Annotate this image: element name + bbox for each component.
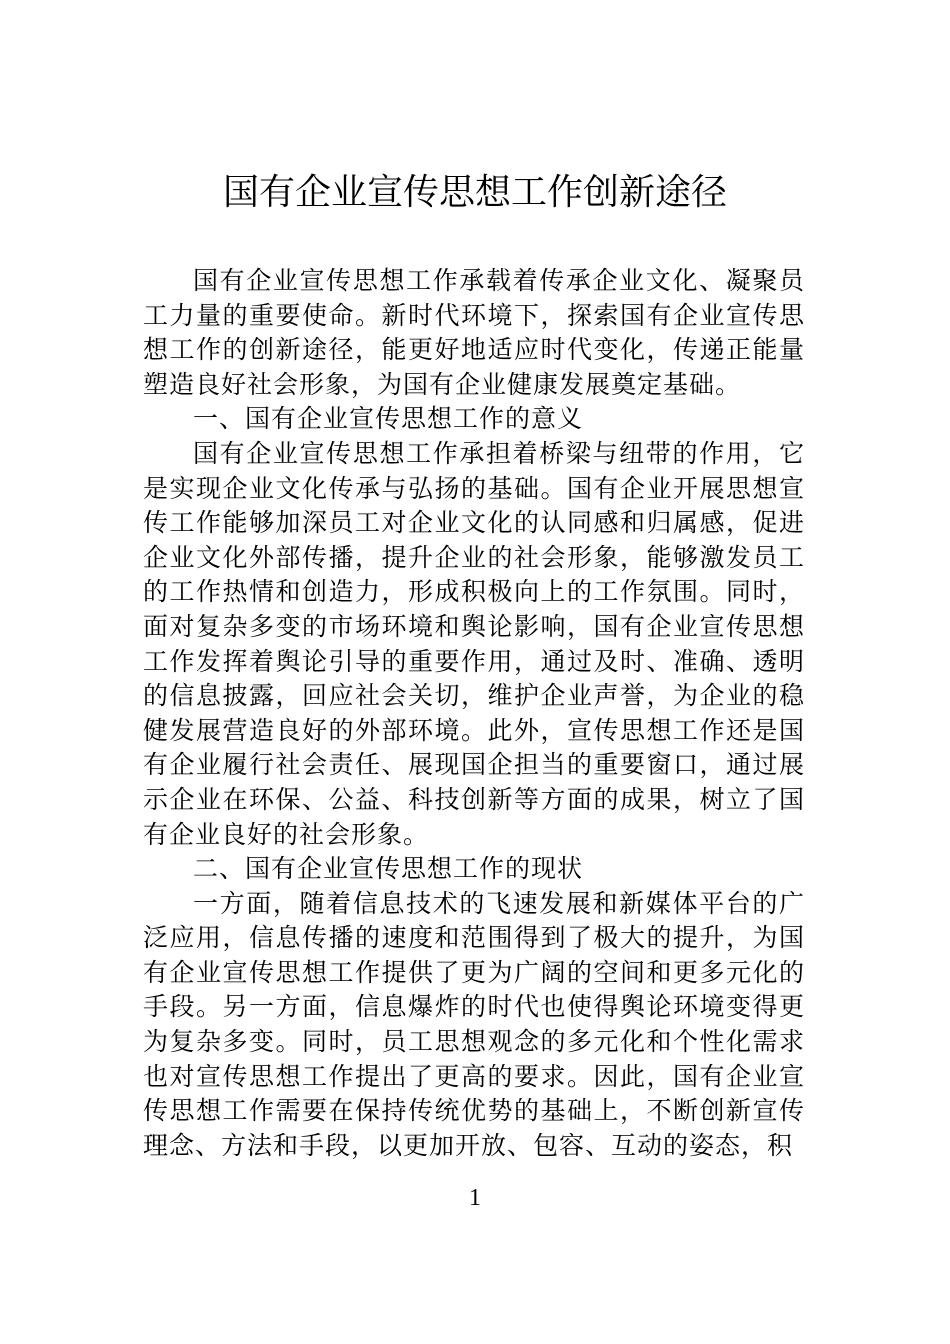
section-heading: 二、国有企业宣传思想工作的现状 (193, 855, 584, 884)
page-footer (0, 1183, 950, 1213)
paragraph: 国有企业宣传思想工作承担着桥梁与纽带的作用，它是实现企业文化传承与弘扬的基础。国有企业开展思想宣传工作能够加深员工对企业文化的认同感和归属感，促进企业文化外部传播，提升企业的社会形象，能够激发员工的工作热情和创造力，形成积极向上的工作氛围。同时，面对复杂多变的市场环境和舆论影响，国有企业宣传思想工作发挥着舆论引导的重要作用，通过及时、准确、透明的信息披露，回应社会关切，维护企业声誉，为企业的稳健发展营造良好的外部环境。此外，宣传思想工作还是国有企业履行社会责任、展现国企担当的重要窗口，通过展示企业在环保、公益、科技创新等方面的成果，树立了国有企业良好的社会形象。 (143, 439, 805, 849)
paragraph: 一方面，随着信息技术的飞速发展和新媒体平台的广泛应用，信息传播的速度和范围得到了极大的提升，为国有企业宣传思想工作提供了更为广阔的空间和更多元化的手段。另一方面，信息爆炸的时代也使得舆论环境变得更为复杂多变。同时，员工思想观念的多元化和个性化需求也对宣传思想工作提出了更高的要求。因此，国有企业宣传思想工作需要在保持传统优势的基础上，不断创新宣传理念、方法和手段，以更加开放、包容、互动的姿态，积 (143, 889, 805, 1160)
section-heading: 一、国有企业宣传思想工作的意义 (193, 405, 584, 434)
page-number: 1 (469, 1185, 481, 1211)
document-title: 国有企业宣传思想工作创新途径 (222, 171, 727, 212)
paragraph: 国有企业宣传思想工作承载着传承企业文化、凝聚员工力量的重要使命。新时代环境下，探索国有企业宣传思想工作的创新途径，能更好地适应时代变化，传递正能量塑造良好社会形象，为国有企业健康发展奠定基础。 (143, 267, 805, 399)
document-body (143, 264, 805, 1163)
